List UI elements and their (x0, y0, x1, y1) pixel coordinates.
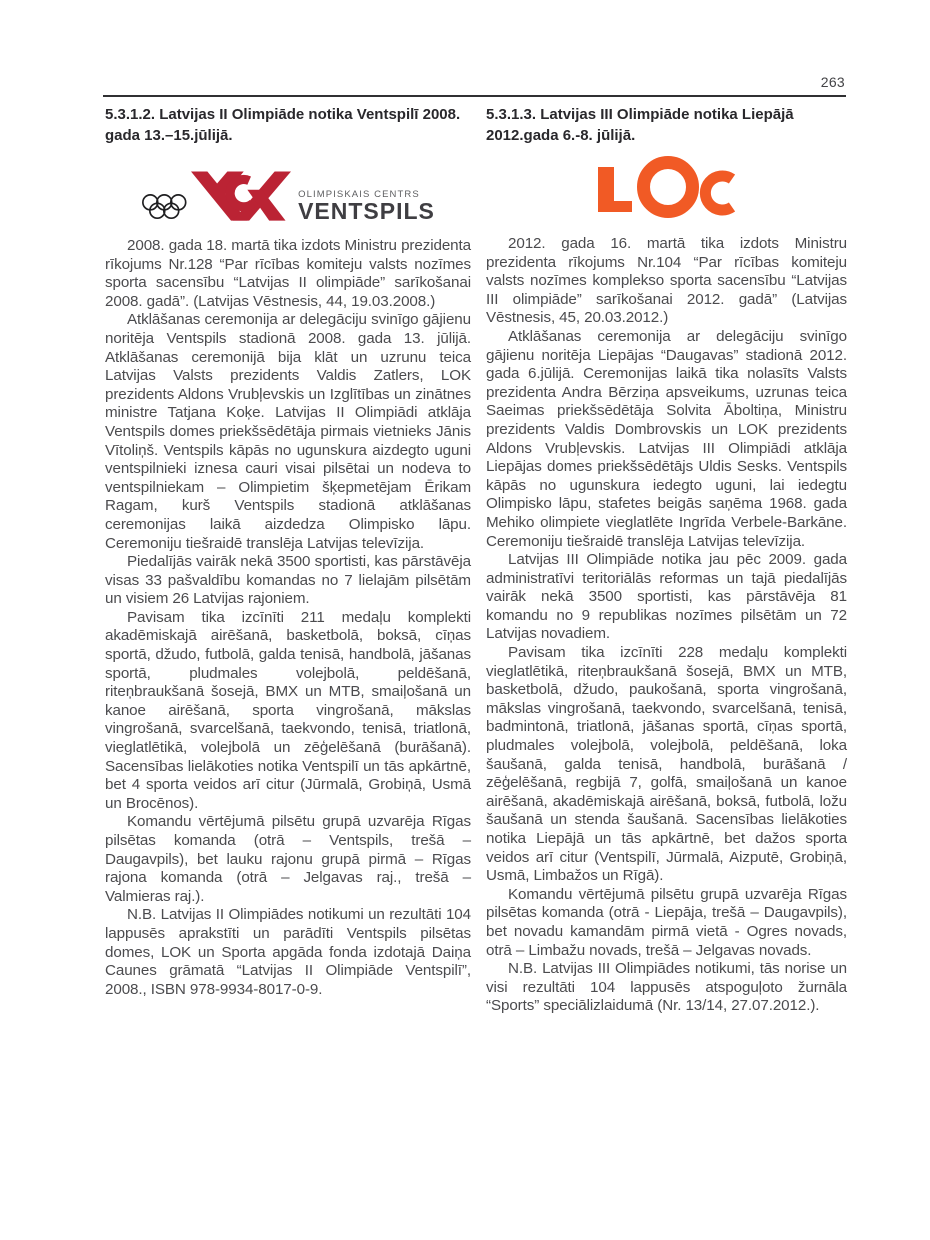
ventspils-olympic-center-logo (105, 159, 471, 227)
right-column (486, 104, 847, 1016)
section-heading-left: 5.3.1.2. Latvijas II Olimpiāde notika Ventspilī 2008. gada 13.–15.jūlijā. (105, 106, 461, 144)
loc-logo-icon (592, 153, 742, 221)
paragraph: Komandu vērtējumā pilsētu grupā uzvarēja Rīgas pilsētas komanda (otrā – Ventspils, trešā – Daugavpils), bet lauku rajonu grupā pirmā – Rīgas rajona komanda (otrā – Jelgavas raj., trešā – Valmieras raj.). (105, 813, 471, 905)
ventspils-monogram-icon (191, 167, 291, 227)
ventspils-logo-subtitle: OLIMPISKAIS CENTRS (298, 189, 420, 200)
paragraph: Pavisam tika izcīnīti 211 medaļu komplekti akadēmiskajā airēšanā, basketbolā, boksā, cīņas sportā, džudo, futbolā, galda tenisā, handbolā, jāšanas sportā, pludmales volejbolā, peldēšanā, riteņbraukšanā šosejā, BMX un MTB, smaiļošanā un kanoe airēšanā, sporta vingrošanā, mākslas vingrošanā, svarcelšanā, taekvondo, tenisā, triatlonā, vieglatlētikā, volejbolā un zēģelēšanā (burāšanā). Sacensības lielākoties notika Ventspilī un tās apkārtnē, bet 4 sporta veidos arī citur (Jūrmalā, Grobiņā, Usmā un Brocēnos). (105, 608, 471, 812)
section-heading-right: 5.3.1.3. Latvijas III Olimpiāde notika Liepājā 2012.gada 6.-8. jūlijā. (486, 106, 794, 144)
paragraph: 2008. gada 18. martā tika izdots Ministru prezidenta rīkojums Nr.128 “Par rīcības komiteju valsts nozīmes sporta sacensību “Latvijas II olimpiāde” sarīkošanai 2008. gadā”. (Latvijas Vēstnesis, 44, 19.03.2008.) (105, 237, 471, 310)
ventspils-logo-title: VENTSPILS (298, 198, 435, 224)
paragraph: Pavisam tika izcīnīti 228 medaļu komplekti vieglatlētikā, riteņbraukšanā šosejā, BMX un MTB, basketbolā, džudo, paukošanā, sporta vingrošanā, mākslas vingrošanā, taekvondo, svarcelšanā, tenisā, badmintonā, triatlonā, jāšanas sportā, cīņas sportā, pludmales volejbolā, volejbolā, peldēšanā, loka šaušanā, galda tenisā, handbolā, burāšanā / zēģelēšanā, regbijā 7, golfā, smaiļošanā un kanoe airēšanā, akadēmiskajā airēšanā, boksā, futbolā, ložu šaušanā un stenda šaušanā. Sacensības lielākoties notika Liepājā un tās apkārtnē, bet dažos sporta veidos arī citur (Ventspilī, Jūrmalā, Aizputē, Grobiņā, Usmā, Limbažos un Rīgā). (486, 644, 847, 885)
paragraph: 2012. gada 16. martā tika izdots Ministru prezidenta rīkojums Nr.104 “Par rīcības komiteju valsts nozīmes komplekso sporta sacensību “Latvijas III olimpiāde” sarīkošanai 2012. gadā” (Latvijas Vēstnesis, 45, 20.03.2012.) (486, 235, 847, 327)
header-rule (103, 95, 846, 97)
paragraph: N.B. Latvijas III Olimpiādes notikumi, tās norise un visi rezultāti 104 lappusēs atspoguļoto žurnāla “Sports” speciālizlaidumā (Nr. 13/14, 27.07.2012.). (486, 960, 847, 1015)
paragraph: Komandu vērtējumā pilsētu grupā uzvarēja Rīgas pilsētas komanda (otrā - Liepāja, trešā – Daugavpils), bet novadu kamandām pirmā vietā - Ogres novads, otrā – Limbažu novads, trešā – Jelgavas novads. (486, 885, 847, 959)
paragraph: N.B. Latvijas II Olimpiādes notikumi un rezultāti 104 lappusēs aprakstīti un parādīti Ventspils pilsētas domes, LOK un Sporta apgāda fonda izdotajā Daiņa Caunes grāmatā “Latvijas II Olimpiāde Ventspilī”, 2008., ISBN 978-9934-8017-0-9. (105, 906, 471, 998)
olympic-rings-icon (141, 193, 195, 221)
left-column (105, 104, 471, 999)
loc-logo (486, 153, 847, 221)
paragraph: Atklāšanas ceremonija ar delegāciju svinīgo gājienu noritēja Liepājas “Daugavas” stadionā 2012. gada 6.jūlijā. Ceremonijas laikā tika nolasīts Valsts prezidenta Andra Bērziņa apsveikums, uzrunas teica Saeimas priekšsēdētāja Solvita Āboltiņa, Ministru prezidents Valdis Dombrovskis un LOK prezidents Aldons Vrubļevskis. Latvijas III Olimpiādi atklāja Liepājas domes priekšsēdētājs Uldis Sesks. Ventspils kāpās no ugunskura iedegto uguni, lai iedegtu Olimpisko lāpu, stafetes beigās saņēma 1968. gada Mehiko olimpiete vieglatlēte Ingrīda Verbele-Barkāne. Ceremoniju tiešraidē translēja Latvijas televīzija. (486, 327, 847, 550)
paragraph: Latvijas III Olimpiāde notika jau pēc 2009. gada administratīvi teritoriālās reformas un tajā piedalījās vairāk nekā 3500 sportisti, kas pārstāvēja 81 komandu no 9 republikas nozīmes pilsētām un 72 Latvijas novadiem. (486, 551, 847, 643)
paragraph: Atklāšanas ceremonija ar delegāciju svinīgo gājienu noritēja Ventspils stadionā 2008. gada 13. jūlijā. Atklāšanas ceremonijā bija klāt un uzrunu teica Latvijas Valsts prezidents Valdis Zatlers, LOK prezidents Aldons Vrubļevskis un Izglītības un zinātnes ministre Tatjana Koķe. Latvijas II Olimpiādi atklāja Ventspils domes priekšsēdētāja pirmais vietnieks Jānis Vītoliņš. Ventspils kāpās no ugunskura aizdegto uguni ventspilnieki iznesa cauri visai pilsētai un nodeva to ventspilniekam – Olimpietim šķepmetējam Ērikam Ragam, kurš Ventspils stadionā atklāšanas ceremonijas laikā aizdedza Olimpisko lāpu. Ceremoniju tiešraidē translēja Latvijas televīzija. (105, 311, 471, 552)
page-number: 263 (820, 74, 845, 90)
paragraph: Piedalījās vairāk nekā 3500 sportisti, kas pārstāvēja visas 33 pašvaldību komandas no 7 lielajām pilsētām un visiem 26 Latvijas rajoniem. (105, 553, 471, 608)
ventspils-logo-text (298, 189, 435, 223)
